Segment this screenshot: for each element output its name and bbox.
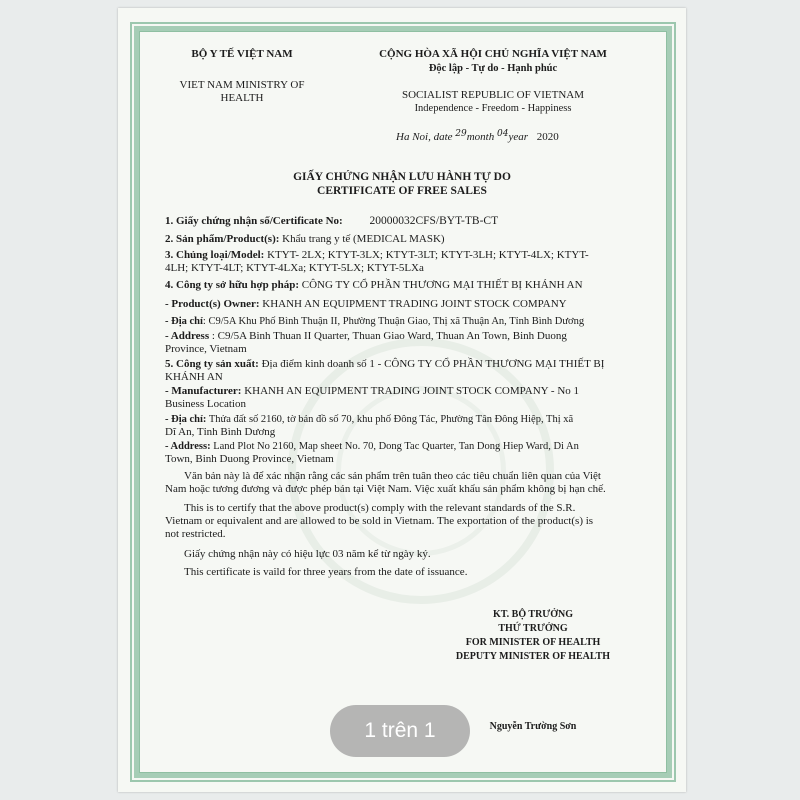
line-label: - Địa chỉ:	[165, 414, 207, 425]
signatory-name: Nguyễn Trường Sơn	[489, 721, 577, 732]
manufacturer-vn-line	[165, 358, 604, 371]
line-value: KHANH AN EQUIPMENT TRADING JOINT STOCK COMPANY - No 1	[244, 385, 580, 397]
date-year: 2020	[536, 131, 559, 143]
validity-vn: Giấy chứng nhận này có hiệu lực 03 năm kể từ ngày ký.	[184, 548, 431, 560]
certify-vn-line1: Văn bản này là để xác nhận rằng các sản phẩm trên tuân theo các tiêu chuẩn liên quan của Việt	[184, 470, 601, 482]
product-line	[165, 233, 445, 246]
line-value: Địa điểm kinh doanh số 1 - CÔNG TY CỔ PHẦN THƯƠNG MẠI THIẾT BỊ	[261, 358, 605, 370]
line-value: Khẩu trang y tế (MEDICAL MASK)	[282, 233, 445, 245]
certificate-number-line	[165, 215, 498, 228]
line-label: 4. Công ty sở hữu hợp pháp:	[165, 279, 300, 291]
signature-line3: FOR MINISTER OF HEALTH	[465, 637, 601, 648]
issue-date	[396, 131, 559, 145]
signature-line1: KT. BỘ TRƯỞNG	[492, 609, 574, 620]
line-value: : C9/5A Khu Phố Bình Thuận II, Phường Thuận Giao, Thị xã Thuận An, Tỉnh Bình Dương	[202, 316, 585, 327]
manufacturer-address-vn-cont: Dĩ An, Tỉnh Bình Dương	[165, 426, 276, 438]
line-label: 3. Chủng loại/Model:	[165, 249, 265, 261]
model-line-cont: 4LH; KTYT-4LT; KTYT-4LXa; KTYT-5LX; KTYT-5LXa	[165, 262, 424, 274]
ministry-en-line1: VIET NAM MINISTRY OF	[179, 79, 305, 91]
line-label: - Address:	[165, 441, 211, 452]
manufacturer-en-cont: Business Location	[165, 398, 246, 410]
ministry-en-line2: HEALTH	[220, 92, 264, 104]
certify-vn-line2: Nam hoặc tương đương và được phép bán tại Việt Nam. Việc xuất khẩu sản phẩm không bị hạn chế.	[165, 483, 606, 495]
line-value: CÔNG TY CỔ PHẦN THƯƠNG MẠI THIẾT BỊ KHÁNH AN	[301, 279, 583, 291]
owner-address-en-line	[165, 330, 567, 343]
manufacturer-address-vn-line	[165, 413, 573, 426]
owner-vn-line	[165, 279, 583, 292]
line-value: Thửa đất số 2160, tờ bản đồ số 70, khu phố Đông Tác, Phường Tân Đông Hiệp, Thị xã	[208, 414, 574, 425]
certificate-number: 20000032CFS/BYT-TB-CT	[369, 215, 499, 227]
line-value: KTYT- 2LX; KTYT-3LX; KTYT-3LT; KTYT-3LH; KTYT-4LX; KTYT-	[267, 249, 589, 261]
motto-vn: Độc lập - Tự do - Hạnh phúc	[428, 63, 558, 74]
owner-address-vn-line	[165, 315, 584, 328]
certify-en-line2: Vietnam or equivalent and are allowed to be sold in Vietnam. The exportation of the product(s) is	[165, 515, 594, 527]
line-label: - Manufacturer:	[165, 385, 242, 397]
line-label: 5. Công ty sản xuất:	[165, 358, 259, 370]
line-value: KHANH AN EQUIPMENT TRADING JOINT STOCK COMPANY	[262, 298, 567, 310]
signature-line4: DEPUTY MINISTER OF HEALTH	[455, 651, 611, 662]
line-value: : C9/5A Binh Thuan II Quarter, Thuan Giao Ward, Thuan An Town, Binh Duong	[211, 330, 567, 342]
page-indicator: 1 trên 1	[330, 705, 470, 757]
ministry-vn: BỘ Y TẾ VIỆT NAM	[191, 48, 293, 60]
republic-en: SOCIALIST REPUBLIC OF VIETNAM	[401, 89, 585, 101]
certify-en-line3: not restricted.	[165, 528, 226, 540]
owner-address-en-cont: Province, Vietnam	[165, 343, 247, 355]
line-label: - Product(s) Owner:	[165, 298, 260, 310]
line-label: - Địa chỉ	[165, 316, 203, 327]
line-label: - Address	[165, 330, 210, 342]
model-line	[165, 249, 589, 262]
manufacturer-en-line	[165, 385, 579, 398]
date-month: 04	[496, 129, 509, 139]
date-year-label: year	[508, 131, 528, 143]
manufacturer-address-en-cont: Town, Binh Duong Province, Vietnam	[165, 453, 334, 465]
manufacturer-address-en-line	[165, 440, 579, 453]
date-day: 29	[455, 129, 467, 139]
owner-en-line	[165, 298, 567, 311]
line-label: 2. Sản phẩm/Product(s):	[165, 233, 280, 245]
republic-vn: CỘNG HÒA XÃ HỘI CHỦ NGHĨA VIỆT NAM	[379, 48, 607, 60]
motto-en: Independence - Freedom - Happiness	[414, 103, 572, 114]
certificate-page	[118, 8, 686, 792]
line-value: Land Plot No 2160, Map sheet No. 70, Dong Tac Quarter, Tan Dong Hiep Ward, Di An	[213, 441, 579, 452]
date-month-label: month	[466, 131, 495, 143]
date-prefix: Ha Noi, date	[396, 131, 453, 143]
title-en: CERTIFICATE OF FREE SALES	[317, 185, 487, 197]
certify-en-line1: This is to certify that the above product(s) comply with the relevant standards of the S.R.	[184, 502, 576, 514]
validity-en: This certificate is vaild for three years from the date of issuance.	[184, 566, 468, 578]
manufacturer-vn-cont: KHÁNH AN	[165, 371, 223, 383]
line-label: 1. Giấy chứng nhận số/Certificate No:	[165, 215, 343, 227]
title-vn: GIẤY CHỨNG NHẬN LƯU HÀNH TỰ DO	[293, 171, 511, 183]
signature-line2: THỨ TRƯỞNG	[498, 623, 568, 634]
